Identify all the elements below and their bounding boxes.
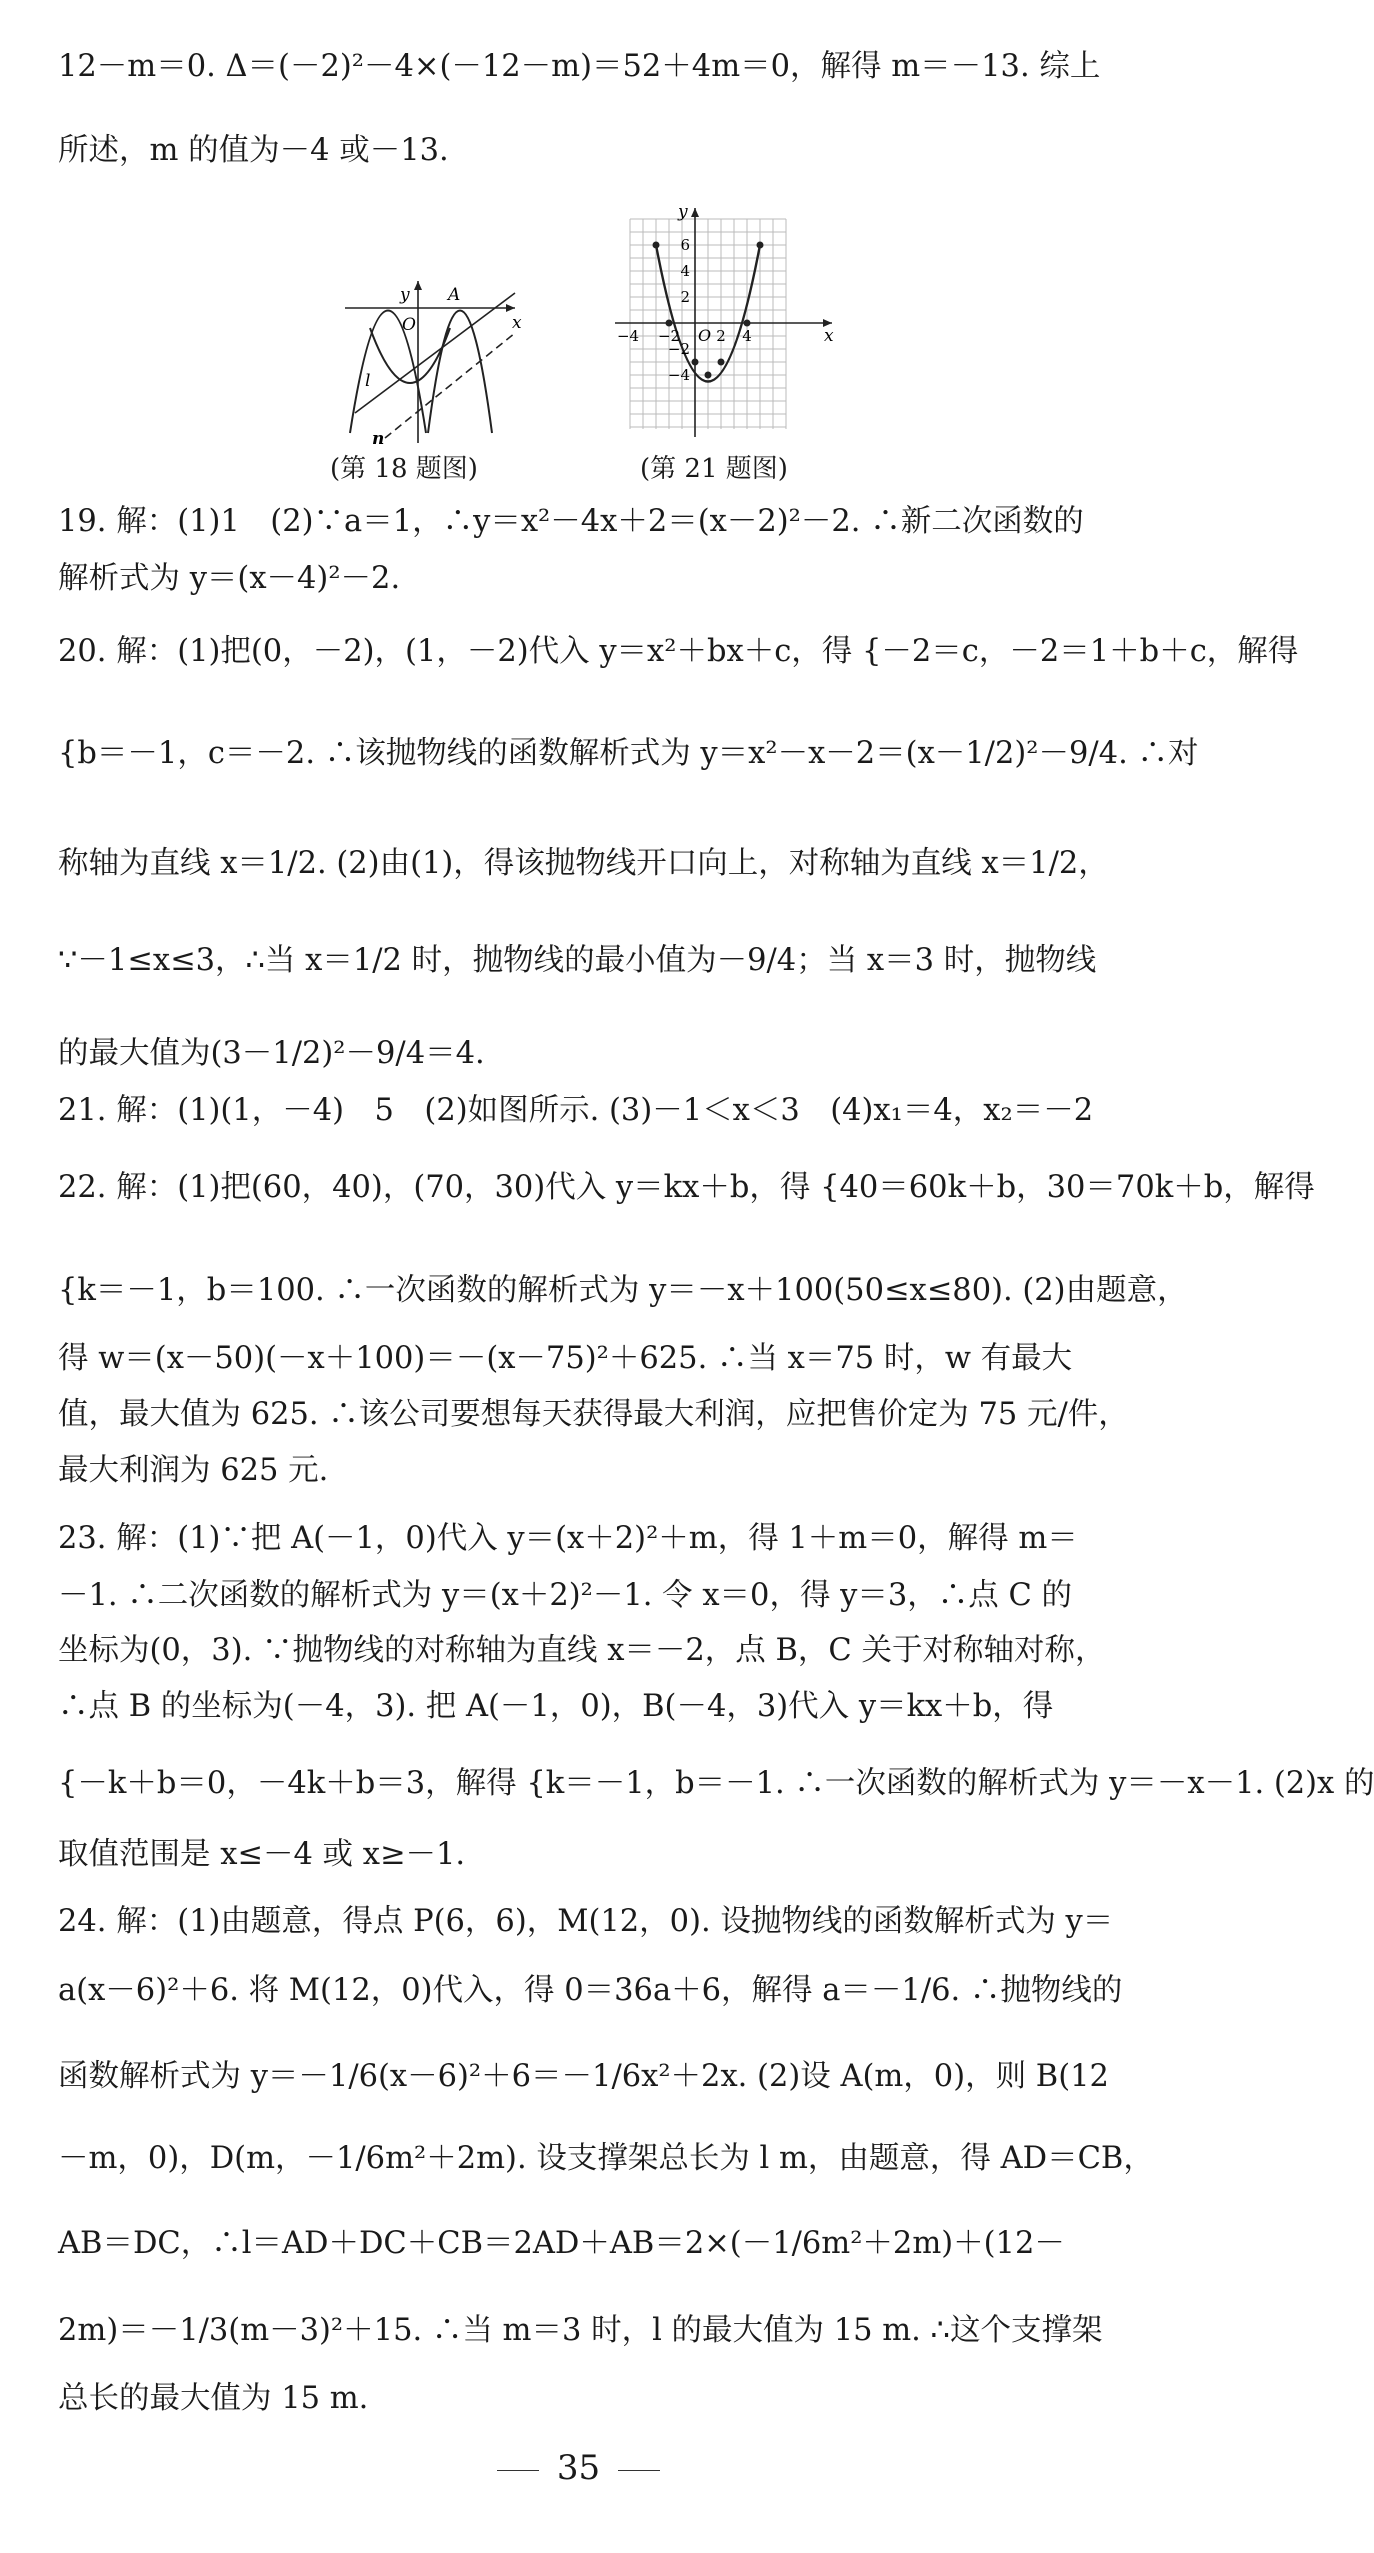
fig18-label-o: O [402,315,416,335]
text-line: 称轴为直线 x＝1/2. (2)由(1)，得该抛物线开口向上，对称轴为直线 x＝1/2， [58,846,1109,881]
figure-18-diagram [340,278,520,448]
fig21-label-o: O [698,326,712,345]
text-line: 的最大值为(3－1/2)²－9/4＝4. [58,1036,485,1071]
text-line: 所述，m 的值为－4 或－13. [58,133,449,168]
text-line: 20. 解：(1)把(0，－2)，(1，－2)代入 y＝x²＋bx＋c，得 {－2＝c，－2＝1＋b＋c，解得 [58,634,1299,669]
text-line: 函数解析式为 y＝－1/6(x－6)²＋6＝－1/6x²＋2x. (2)设 A(m，0)，则 B(12 [58,2059,1109,2094]
fig21-tick-y: −4 [667,366,690,384]
fig18-label-n: n [372,429,385,449]
text-line: 12－m＝0. Δ＝(－2)²－4×(－12－m)＝52＋4m＝0，解得 m＝－13. 综上 [58,49,1101,84]
text-line: {k＝－1，b＝100. ∴一次函数的解析式为 y＝－x＋100(50≤x≤80). (2)由题意， [58,1273,1188,1308]
text-line: {－k＋b＝0，－4k＋b＝3，解得 {k＝－1，b＝－1. ∴一次函数的解析式为 y＝－x－1. (2)x 的 [58,1766,1374,1801]
fig18-label-x: x [512,313,522,333]
fig21-tick-x: 2 [716,327,726,345]
text-line: 2m)＝－1/3(m－3)²＋15. ∴当 m＝3 时，l 的最大值为 15 m. ∴这个支撑架 [58,2313,1103,2348]
text-line: 得 w＝(x－50)(－x＋100)＝－(x－75)²＋625. ∴当 x＝75 时，w 有最大 [58,1341,1073,1376]
text-line: AB＝DC，∴l＝AD＋DC＋CB＝2AD＋AB＝2×(－1/6m²＋2m)＋(12－ [58,2226,1065,2261]
text-line: 24. 解：(1)由题意，得点 P(6，6)，M(12，0). 设抛物线的函数解析式为 y＝ [58,1904,1114,1939]
text-line: 23. 解：(1)∵把 A(－1，0)代入 y＝(x＋2)²＋m，得 1＋m＝0，解得 m＝ [58,1521,1078,1556]
text-line: ∵－1≤x≤3，∴当 x＝1/2 时，抛物线的最小值为－9/4；当 x＝3 时，抛物线 [58,943,1097,978]
text-line: －m，0)，D(m，－1/6m²＋2m). 设支撑架总长为 l m，由题意，得 AD＝CB， [58,2141,1154,2176]
page-number-footer [0,2448,1157,2488]
footer-dash-right [618,2470,660,2471]
text-line: －1. ∴二次函数的解析式为 y＝(x＋2)²－1. 令 x＝0，得 y＝3，∴点 C 的 [58,1578,1073,1613]
text-line: 21. 解：(1)(1，－4) 5 (2)如图所示. (3)－1＜x＜3 (4)x₁＝4，x₂＝－2 [58,1093,1094,1128]
fig18-label-y: y [400,285,410,305]
fig21-label-x: x [824,326,834,346]
fig21-tick-y: 2 [680,288,690,306]
text-line: 总长的最大值为 15 m. [58,2381,369,2416]
text-line: ∴点 B 的坐标为(－4，3). 把 A(－1，0)，B(－4，3)代入 y＝kx＋b，得 [58,1689,1054,1724]
text-line: {b＝－1，c＝－2. ∴该抛物线的函数解析式为 y＝x²－x－2＝(x－1/2)²－9/4. ∴对 [58,736,1199,771]
text-line: 解析式为 y＝(x－4)²－2. [58,561,401,596]
text-line: 取值范围是 x≤－4 或 x≥－1. [58,1837,466,1872]
text-line: a(x－6)²＋6. 将 M(12，0)代入，得 0＝36a＋6，解得 a＝－1/6. ∴抛物线的 [58,1973,1123,2008]
fig21-tick-x: −2 [657,327,681,345]
page-number: 35 [556,2448,601,2488]
footer-dash-left [497,2470,539,2471]
fig21-tick-y: −2 [667,340,690,358]
figure-21-graph [610,202,840,445]
fig21-tick-y: 4 [680,262,690,280]
text-line: 19. 解：(1)1 (2)∵a＝1，∴y＝x²－4x＋2＝(x－2)²－2. ∴新二次函数的 [58,504,1084,539]
fig21-label-y: y [678,202,688,222]
fig21-tick-x: −4 [616,327,640,345]
fig18-label-a: A [448,285,461,305]
text-line: 最大利润为 625 元. [58,1453,329,1488]
fig21-tick-y: 6 [680,236,690,254]
fig18-label-l: l [365,371,371,391]
figure-21-caption: (第 21 题图) [640,454,788,484]
fig21-tick-x: 4 [742,327,752,345]
figure-18-caption: (第 18 题图) [330,454,478,484]
text-line: 22. 解：(1)把(60，40)，(70，30)代入 y＝kx＋b，得 {40＝60k＋b，30＝70k＋b，解得 [58,1170,1315,1205]
text-line: 坐标为(0，3). ∵抛物线的对称轴为直线 x＝－2，点 B，C 关于对称轴对称， [58,1633,1106,1668]
text-line: 值，最大值为 625. ∴该公司要想每天获得最大利润，应把售价定为 75 元/件， [58,1397,1129,1432]
